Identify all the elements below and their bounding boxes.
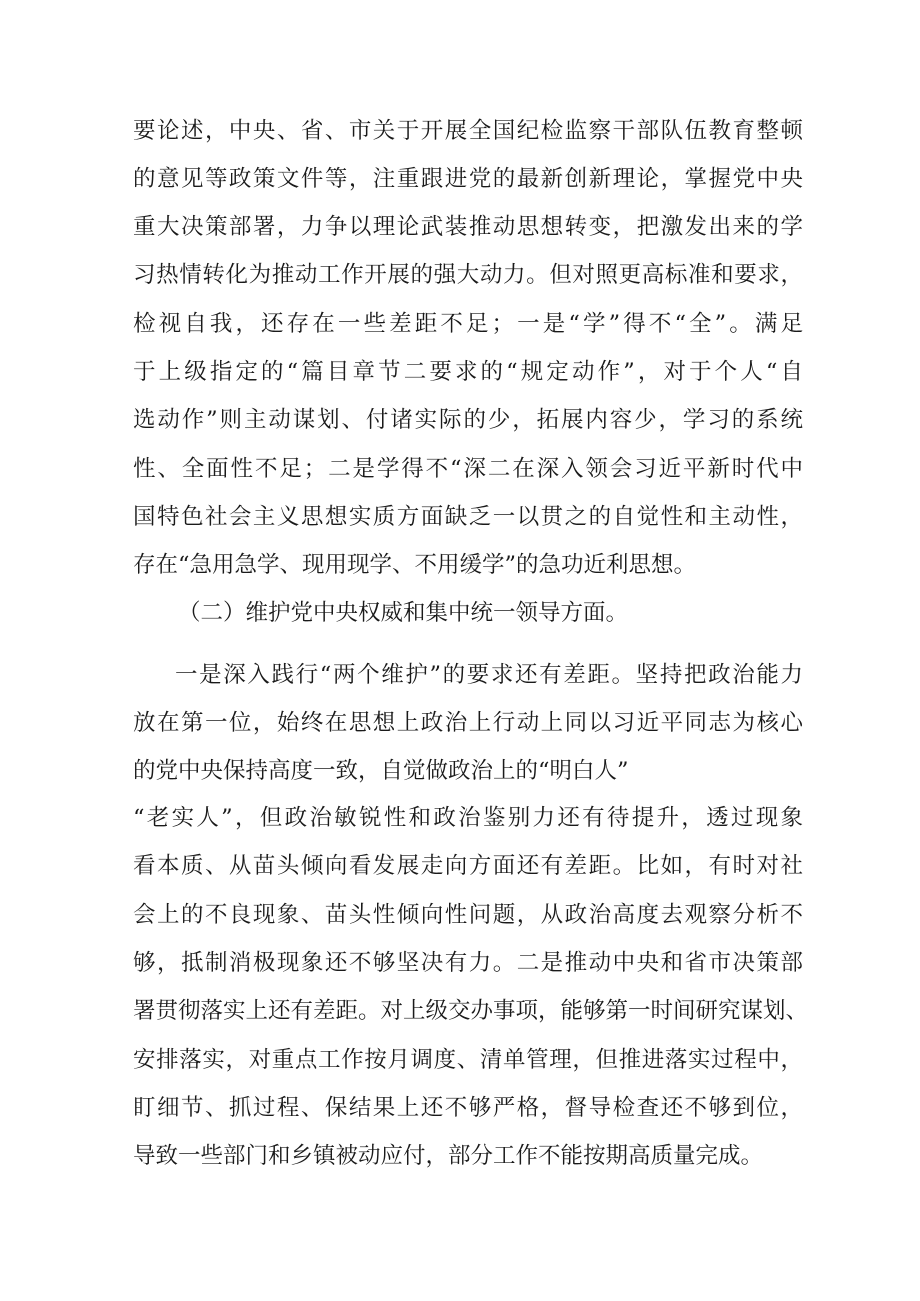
paragraph-1-line-6: 于上级指定的“篇目章节二要求的“规定动作”，对于个人“自 (133, 359, 803, 385)
paragraph-1-line-7: 选动作”则主动谋划、付诸实际的少，拓展内容少，学习的系统 (133, 407, 803, 433)
paragraph-2-line-3: 的党中央保持高度一致，自觉做政治上的“明白人” (133, 758, 629, 784)
paragraph-2-line-6: 会上的不良现象、苗头性倾向性问题，从政治高度去观察分析不 (133, 902, 803, 928)
paragraph-2-line-7: 够，抵制消极现象还不够坚决有力。二是推动中央和省市决策部 (133, 950, 803, 976)
paragraph-1-line-1: 要论述，中央、省、市关于开展全国纪检监察干部队伍教育整顿 (133, 118, 803, 144)
paragraph-1-line-9: 国特色社会主义思想实质方面缺乏一以贯之的自觉性和主动性， (133, 504, 803, 530)
paragraph-2-line-5: 看本质、从苗头倾向看发展走向方面还有差距。比如，有时对社 (133, 853, 803, 879)
paragraph-1-line-10: 存在“急用急学、现用现学、不用缓学”的急功近利思想。 (133, 552, 697, 578)
paragraph-2-line-11: 导致一些部门和乡镇被动应付，部分工作不能按期高质量完成。 (133, 1143, 764, 1169)
paragraph-2-line-1: 一是深入践行“两个维护”的要求还有差距。坚持把政治能力 (175, 662, 803, 688)
paragraph-2-line-8: 署贯彻落实上还有差距。对上级交办事项，能够第一时间研究谋划、 (133, 998, 809, 1024)
paragraph-1-line-4: 习热情转化为推动工作开展的强大动力。但对照更高标准和要求， (133, 262, 803, 288)
paragraph-1-line-8: 性、全面性不足；二是学得不“深二在深入领会习近平新时代中 (133, 456, 803, 482)
paragraph-2-line-2: 放在第一位，始终在思想上政治上行动上同以习近平同志为核心 (133, 710, 803, 736)
paragraph-1-line-5: 检视自我，还存在一些差距不足；一是“学”得不“全”。满足 (133, 311, 803, 337)
section-heading: （二）维护党中央权威和集中统一领导方面。 (178, 600, 629, 626)
paragraph-1-line-3: 重大决策部署，力争以理论武装推动思想转变，把激发出来的学 (133, 214, 803, 240)
paragraph-2-line-10: 盯细节、抓过程、保结果上还不够严格，督导检查还不够到位， (133, 1095, 803, 1121)
paragraph-2-line-4: “老实人”，但政治敏锐性和政治鉴别力还有待提升，透过现象 (133, 805, 803, 831)
paragraph-1-line-2: 的意见等政策文件等，注重跟进党的最新创新理论，掌握党中央 (133, 166, 803, 192)
paragraph-2-line-9: 安排落实，对重点工作按月调度、清单管理，但推进落实过程中， (133, 1047, 803, 1073)
